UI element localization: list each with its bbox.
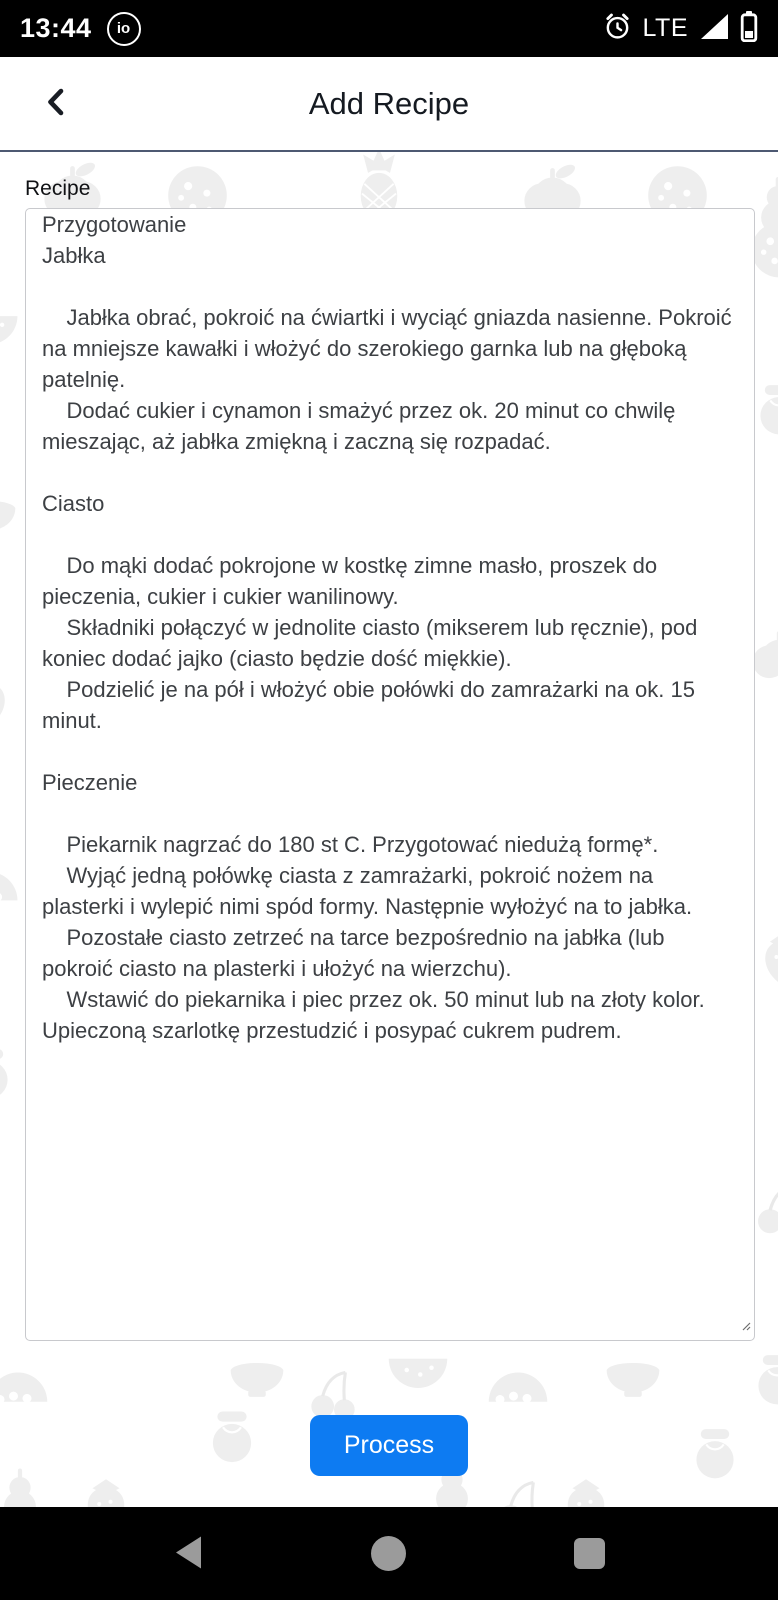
add-recipe-form xyxy=(0,150,778,1476)
recipe-textarea-wrap xyxy=(25,208,755,1341)
battery-icon xyxy=(740,11,758,47)
recipe-field-label: Recipe xyxy=(25,177,91,200)
alarm-clock-icon xyxy=(603,12,632,46)
nav-home-button[interactable] xyxy=(371,1536,406,1571)
network-label: LTE xyxy=(642,14,688,42)
app-header xyxy=(0,57,778,152)
recipe-textarea[interactable] xyxy=(26,208,754,1341)
nav-back-button[interactable] xyxy=(174,1535,203,1573)
io-badge-icon: io xyxy=(107,12,141,46)
nav-home-icon xyxy=(371,1536,406,1571)
android-nav-bar xyxy=(0,1507,778,1600)
textarea-resize-handle-icon[interactable] xyxy=(742,1318,751,1336)
nav-recents-icon xyxy=(574,1538,605,1569)
nav-recents-button[interactable] xyxy=(574,1538,605,1569)
status-time: 13:44 xyxy=(20,13,92,43)
back-button[interactable] xyxy=(38,57,72,150)
process-button[interactable]: Process xyxy=(310,1415,468,1476)
chevron-left-icon xyxy=(44,87,66,120)
page-title: Add Recipe xyxy=(308,85,470,121)
status-bar xyxy=(0,0,778,57)
nav-back-icon xyxy=(174,1535,203,1573)
signal-strength-icon xyxy=(699,13,729,45)
